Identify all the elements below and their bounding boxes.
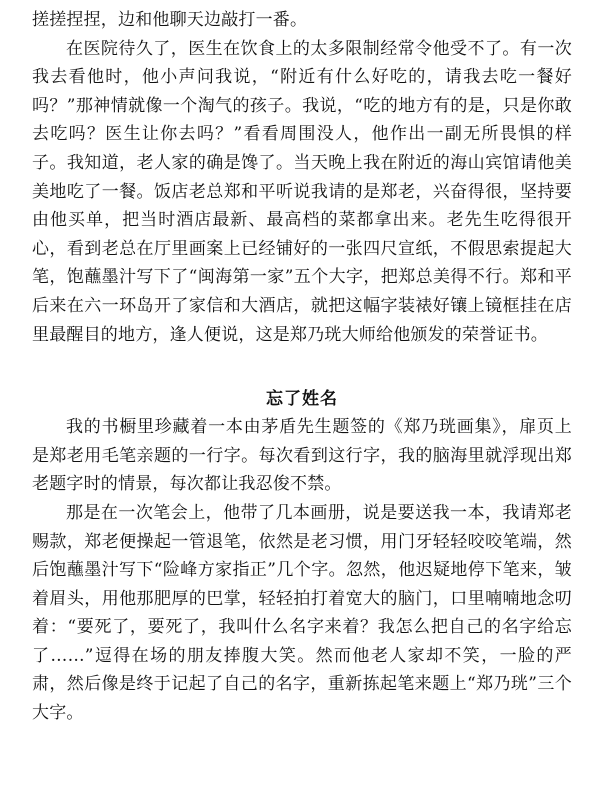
paragraph-continuation: 搓搓捏捏，边和他聊天边敲打一番。 (32, 10, 308, 30)
section-forgot-name (32, 385, 572, 728)
section-continued-story (32, 6, 572, 349)
section-heading: 忘了姓名 (266, 389, 338, 410)
paragraph-signing-story: 那是在一次笔会上，他带了几本画册，说是要送我一本，我请郑老赐款，郑老便操起一管退笔，依然是老习惯，用门牙轻轻咬咬笔端，然后饱蘸墨汁写下“险峰方家指正”几个字。忽然，他迟疑地停下笔来，皱着眉头，用他那肥厚的巴掌，轻轻拍打着宽大的脑门，口里喃喃地念叨着：“要死了，要死了，我叫什么名字来着？我怎么把自己的名字给忘了……”逗得在场的朋友捧腹大笑。然而他老人家却不笑，一脸的严肃，然后像是终于记起了自己的名字，重新拣起笔来题上“郑乃珖”三个大字。 (32, 502, 572, 724)
paragraph-hospital-dinner: 在医院待久了，医生在饮食上的太多限制经常令他受不了。有一次我去看他时，他小声问我说，“附近有什么好吃的，请我去吃一餐好吗？”那神情就像一个淘气的孩子。我说，“吃的地方有的是，只是你敢去吃吗？医生让你去吗？”看看周围没人，他作出一副无所畏惧的样子。我知道，老人家的确是馋了。当天晚上我在附近的海山宾馆请他美美地吃了一餐。饭店老总郑和平听说我请的是郑老，兴奋得很，坚持要由他买单，把当时酒店最新、最高档的菜都拿出来。老先生吃得很开心，看到老总在厅里画案上已经铺好的一张四尺宣纸，不假思索提起大笔，饱蘸墨汁写下了“闽海第一家”五个大字，把郑总美得不行。郑和平后来在六一环岛开了家信和大酒店，就把这幅字装裱好镶上镜框挂在店里最醒目的地方，逢人便说，这是郑乃珖大师给他颁发的荣誉证书。 (32, 38, 572, 345)
paragraph-bookshelf: 我的书橱里珍藏着一本由茅盾先生题签的《郑乃珖画集》，扉页上是郑老用毛笔亲题的一行字。每次看到这行字，我的脑海里就浮现出郑老题字时的情景，每次都让我忍俊不禁。 (32, 417, 572, 495)
